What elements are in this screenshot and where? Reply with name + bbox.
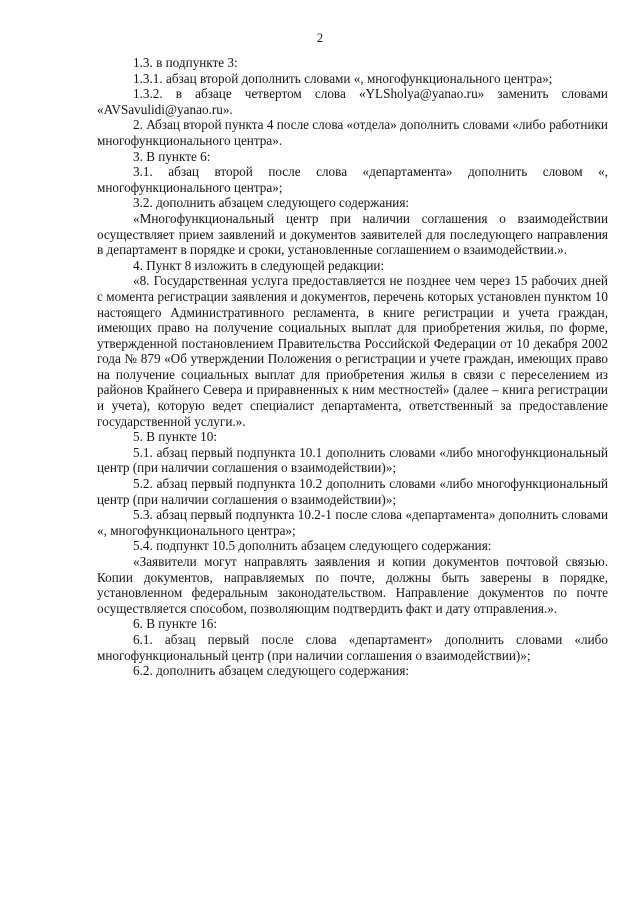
paragraph: «Многофункциональный центр при наличии соглашения о взаимодействии осуществляет прием заявлений и документов заявителей для последующего направления в департамент в порядке и сроки, установленные соглашением о взаимодействии.».: [97, 210, 608, 258]
paragraph: «8. Государственная услуга предоставляется не позднее чем через 15 рабочих дней с момента регистрации заявления и документов, перечень которых установлен пунктом 10 настоящего Административного регламента, в книге регистрации и учета граждан, имеющих право на получение социальных выплат для приобретения жилья, по форме, утвержденной постановлением Правительства Российской Федерации от 10 декабря 2002 года № 879 «Об утверждении Положения о регистрации и учете граждан, имеющих право на получение социальных выплат для приобретения жилья в связи с переселением из районов Крайнего Севера и приравненных к ним местностей» (далее – книга регистрации и учета), которую ведет специалист департамента, ответственный за предоставление государственной услуги.».: [97, 273, 608, 429]
paragraph: 1.3.1. абзац второй дополнить словами «, многофункционального центра»;: [133, 70, 553, 86]
paragraph: 3.1. абзац второй после слова «департамента» дополнить словом «, многофункционального центра»;: [97, 164, 608, 195]
paragraph: 3.2. дополнить абзацем следующего содержания:: [133, 195, 410, 211]
paragraph: 5.2. абзац первый подпункта 10.2 дополнить словами «либо многофункциональный центр (при наличии соглашения о взаимодействии)»;: [97, 476, 608, 507]
paragraph: 6. В пункте 16:: [133, 616, 217, 632]
paragraph: 1.3.2. в абзаце четвертом слова «YLSholya@yanao.ru» заменить словами «AVSavulidi@yanao.ru».: [97, 86, 608, 117]
paragraph: 5.3. абзац первый подпункта 10.2-1 после слова «департамента» дополнить словами «, многофункционального центра»;: [97, 507, 608, 538]
paragraph: 3. В пункте 6:: [133, 148, 211, 164]
paragraph: 1.3. в подпункте 3:: [133, 55, 238, 70]
document-body: [97, 55, 608, 679]
paragraph: 5.4. подпункт 10.5 дополнить абзацем следующего содержания:: [133, 538, 492, 554]
paragraph: «Заявители могут направлять заявления и копии документов почтовой связью. Копии документов, направляемых по почте, должны быть заверены в порядке, установленном федеральным законодательством. Направление документов по почте осуществляется способом, позволяющим подтвердить факт и дату отправления.».: [97, 554, 608, 616]
paragraph: 5.1. абзац первый подпункта 10.1 дополнить словами «либо многофункциональный центр (при наличии соглашения о взаимодействии)»;: [97, 444, 608, 476]
paragraph: 5. В пункте 10:: [133, 429, 217, 445]
paragraph: 6.1. абзац первый после слова «департамент» дополнить словами «либо многофункциональный центр (при наличии соглашения о взаимодействии)»;: [97, 631, 608, 663]
paragraph: 6.2. дополнить абзацем следующего содержания:: [133, 663, 410, 679]
paragraph: 2. Абзац второй пункта 4 после слова «отдела» дополнить словами «либо работники многофункционального центра».: [97, 117, 608, 148]
paragraph: 4. Пункт 8 изложить в следующей редакции:: [133, 257, 385, 273]
page-number: 2: [316, 31, 324, 45]
